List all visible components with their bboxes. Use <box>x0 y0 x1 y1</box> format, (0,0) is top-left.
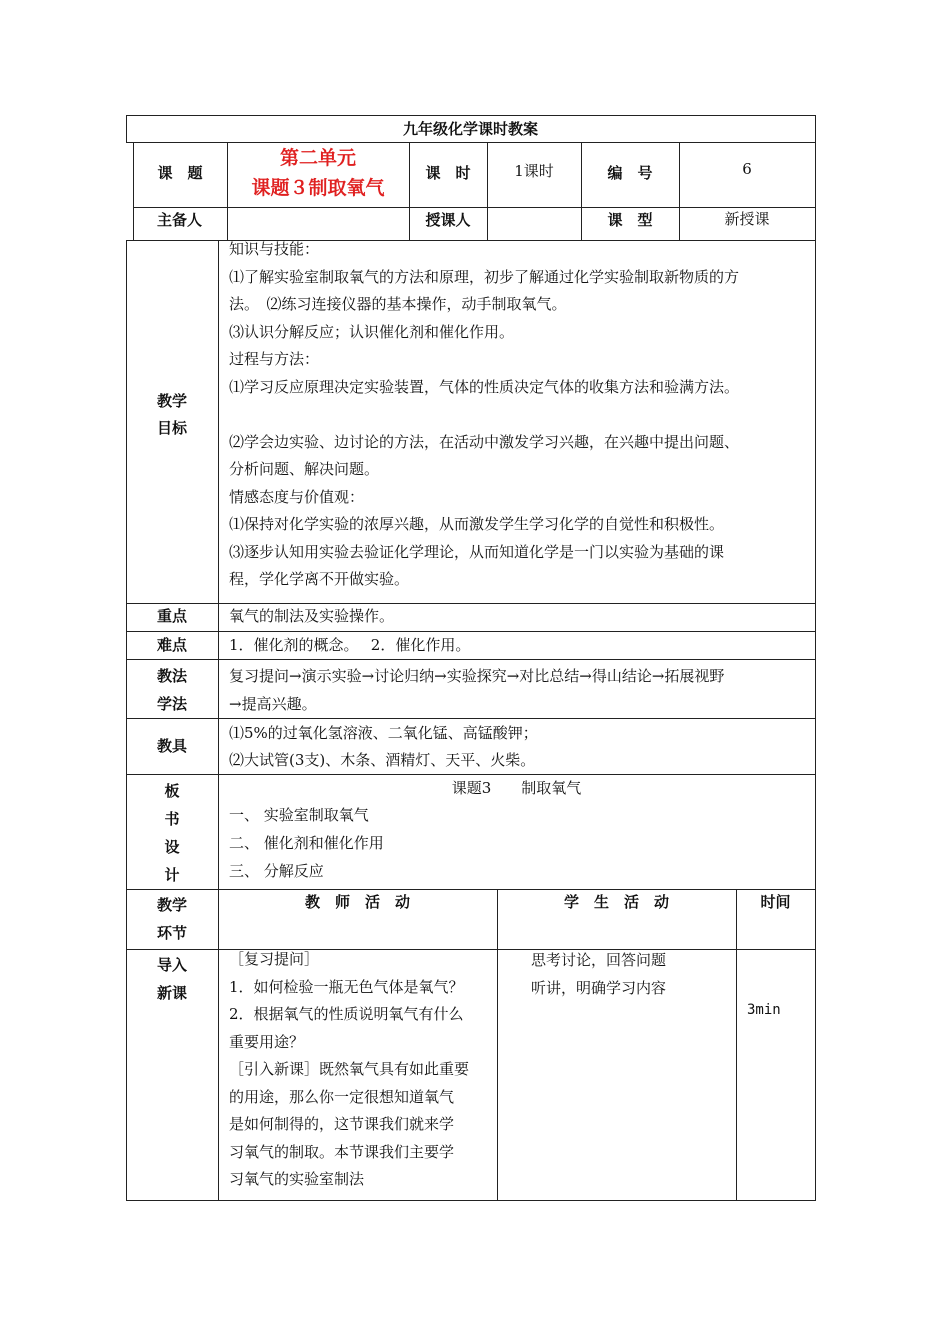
board-item: 三、 分解反应 <box>229 862 324 880</box>
goals-content <box>229 236 809 594</box>
goals-line: 法。 ⑵练习连接仪器的基本操作，动手制取氧气。 <box>229 295 567 313</box>
number-value: 6 <box>742 160 752 178</box>
goals-line: 知识与技能： <box>229 240 320 258</box>
period-value: 1课时 <box>514 162 554 180</box>
goals-line: ⑴了解实验室制取氧气的方法和原理，初步了解通过化学实验制取新物质的方 <box>229 267 740 286</box>
subject-unit: 第二单元 <box>279 147 356 169</box>
board-label: 板 书 设 计 <box>164 782 180 884</box>
stage-header: 教学 环节 <box>156 896 187 942</box>
goals-line: ⑵学会边实验、边讨论的方法，在活动中激发学习兴趣，在兴趣中提出问题、 <box>229 432 740 451</box>
preparer-label: 主备人 <box>157 211 203 229</box>
tools-text: ⑴5%的过氧化氢溶液、二氧化锰、高锰酸钾； ⑵大试管(3支)、木条、酒精灯、天平、火柴。 <box>229 724 538 769</box>
type-value: 新授课 <box>724 210 770 228</box>
goals-line <box>229 401 809 429</box>
goals-line: 程，学化学离不开做实验。 <box>229 570 410 588</box>
difficulty-label: 难点 <box>156 636 187 654</box>
method-text: 复习提问→演示实验→讨论归纳→实验探究→对比总结→得山结论→拓展视野 →提高兴趣。 <box>229 667 725 713</box>
number-label: 编 号 <box>607 164 653 182</box>
period-label: 课 时 <box>425 164 471 182</box>
goals-line: 过程与方法： <box>229 350 320 368</box>
goals-line: ⑶逐步认知用实验去验证化学理论，从而知道化学是一门以实验为基础的课 <box>229 542 725 561</box>
subject-topic: 课题３制取氧气 <box>251 177 385 199</box>
goals-line: 情感态度与价值观： <box>229 487 365 506</box>
goals-line: 分析问题、解决问题。 <box>229 460 380 478</box>
teacher-activity-header: 教 师 活 动 <box>304 893 410 911</box>
board-item: 一、 实验室制取氧气 <box>229 806 369 824</box>
type-label: 课 型 <box>607 211 653 229</box>
key-point-text: 氧气的制法及实验操作。 <box>229 607 395 625</box>
board-title: 课题3 制取氧气 <box>451 779 582 797</box>
tools-label: 教具 <box>156 737 187 755</box>
intro-time: 3min <box>747 1002 781 1018</box>
method-label: 教法 学法 <box>156 667 187 713</box>
goals-line: ⑶认识分解反应；认识催化剂和催化作用。 <box>229 322 515 341</box>
student-activity-header: 学 生 活 动 <box>563 893 669 911</box>
goals-line: ⑴学习反应原理决定实验装置，气体的性质决定气体的收集方法和验满方法。 <box>229 377 740 396</box>
lesson-plan-title: 九年级化学课时教案 <box>402 120 538 138</box>
difficulty-text: 1．催化剂的概念。 2．催化作用。 <box>229 636 471 654</box>
board-items <box>229 801 384 885</box>
key-point-label: 重点 <box>156 607 187 625</box>
time-header: 时间 <box>760 893 791 911</box>
goals-label: 教学 目标 <box>156 392 187 437</box>
subject-label: 课 题 <box>157 164 203 182</box>
intro-student-activity: 思考讨论，回答问题 听讲，明确学习内容 <box>531 951 667 997</box>
intro-teacher-activity: ［复习提问］ 1．如何检验一瓶无色气体是氧气？ 2．根据氧气的性质说明氧气有什么 重要用途？ ［引入新课］既然氧气具有如此重要 的用途，那么你一定很想知道氧气 是如何制得的，这节课我们就来学 习氧气的制取。本节课我们主要学 习氧气的实验室制法 <box>229 950 470 1188</box>
board-item: 二、 催化剂和催化作用 <box>229 834 384 852</box>
goals-line: ⑴保持对化学实验的浓厚兴趣，从而激发学生学习化学的自觉性和积极性。 <box>229 515 725 533</box>
teacher-label: 授课人 <box>425 211 471 229</box>
intro-stage: 导入 新课 <box>156 956 187 1002</box>
